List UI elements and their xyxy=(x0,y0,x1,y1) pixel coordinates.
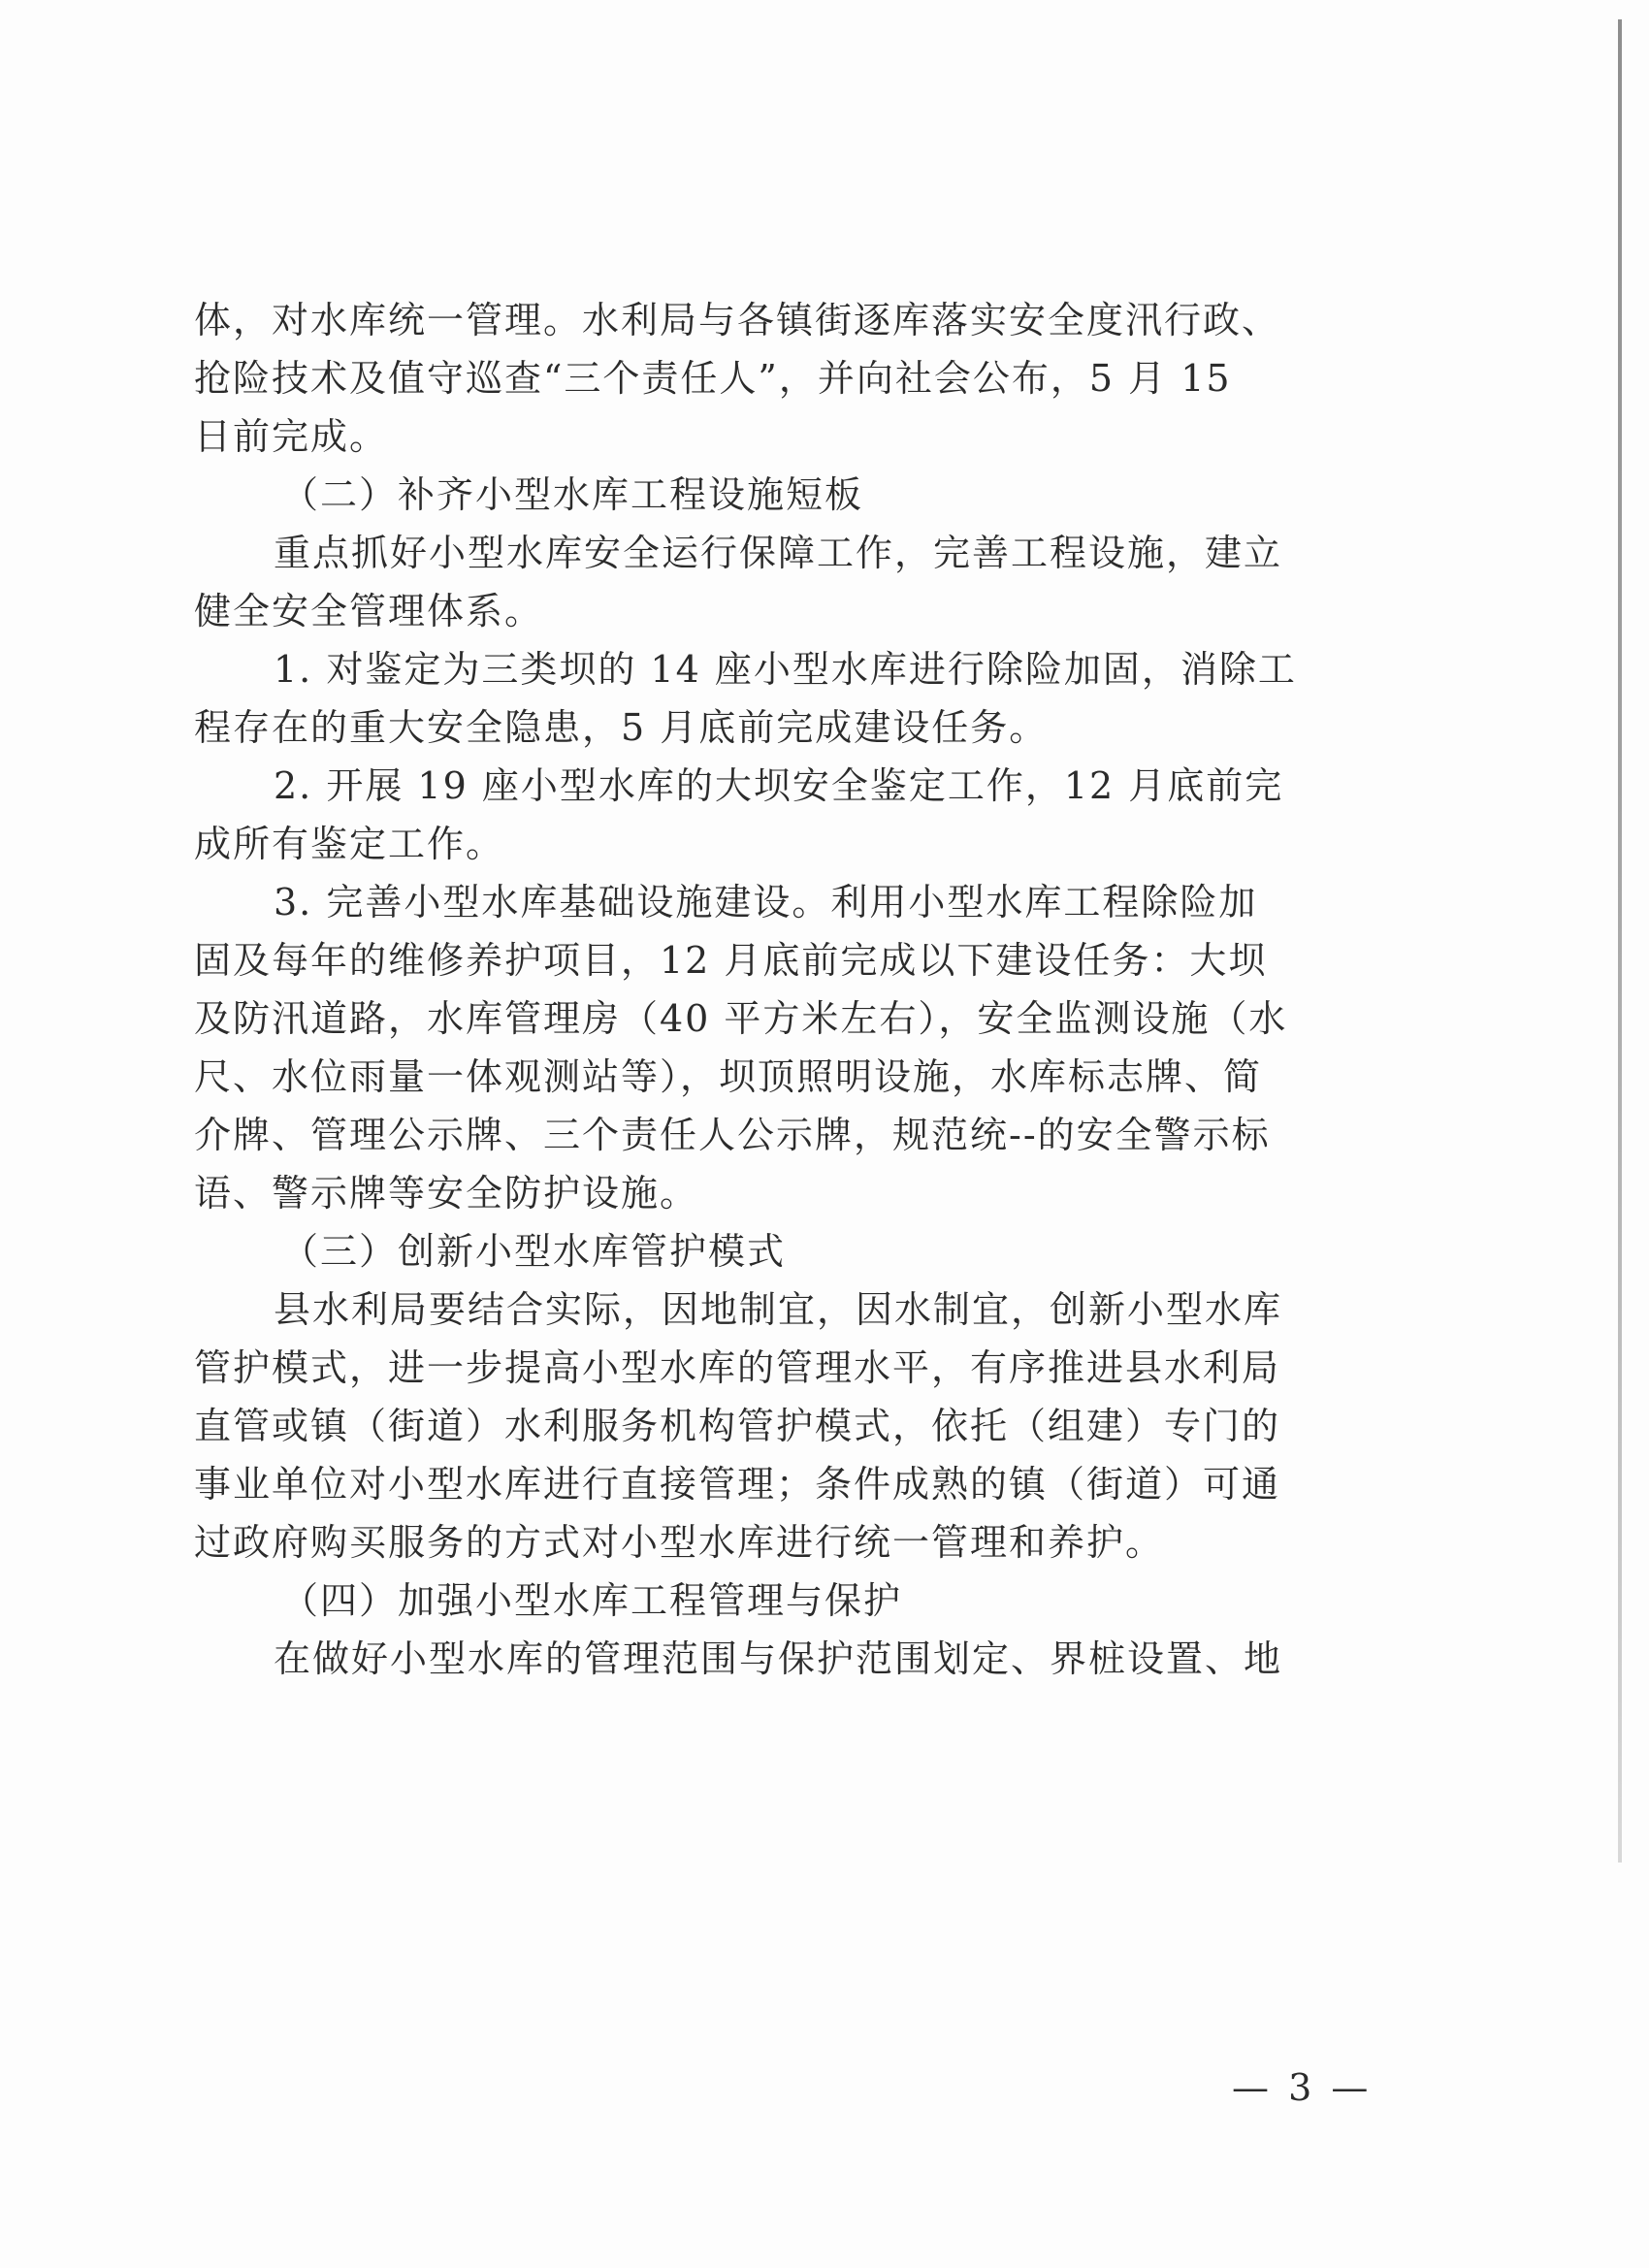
text-line: 健全安全管理体系。 xyxy=(194,590,544,632)
section-heading: （二）补齐小型水库工程设施短板 xyxy=(281,473,864,516)
text-line: 尺、水位雨量一体观测站等），坝顶照明设施，水库标志牌、简 xyxy=(194,1055,1263,1098)
text-line: 程存在的重大安全隐患，5 月底前完成建设任务。 xyxy=(194,706,1049,749)
section-heading: （四）加强小型水库工程管理与保护 xyxy=(281,1579,903,1622)
text-line: 体，对水库统一管理。水利局与各镇街逐库落实安全度汛行政、 xyxy=(194,299,1281,341)
text-line: 直管或镇（街道）水利服务机构管护模式，依托（组建）专门的 xyxy=(194,1405,1281,1447)
document-body xyxy=(194,291,1387,1688)
text-line: 县水利局要结合实际，因地制宜，因水制宜，创新小型水库 xyxy=(274,1288,1283,1331)
text-line: 在做好小型水库的管理范围与保护范围划定、界桩设置、地 xyxy=(274,1637,1283,1680)
list-item-line: 3. 完善小型水库基础设施建设。利用小型水库工程除险加 xyxy=(274,881,1258,923)
text-line: 事业单位对小型水库进行直接管理；条件成熟的镇（街道）可通 xyxy=(194,1463,1281,1506)
text-line: 固及每年的维修养护项目，12 月底前完成以下建设任务：大坝 xyxy=(194,939,1268,982)
page-number: — 3 — xyxy=(1232,2066,1373,2109)
list-item-line: 1. 对鉴定为三类坝的 14 座小型水库进行除险加固，消除工 xyxy=(274,648,1297,691)
text-line: 日前完成。 xyxy=(194,415,389,458)
text-line: 成所有鉴定工作。 xyxy=(194,823,505,865)
section-heading: （三）创新小型水库管护模式 xyxy=(281,1230,787,1273)
text-line: 重点抓好小型水库安全运行保障工作，完善工程设施，建立 xyxy=(274,532,1283,574)
text-line: 过政府购买服务的方式对小型水库进行统一管理和养护。 xyxy=(194,1521,1165,1564)
text-line: 及防汛道路，水库管理房（40 平方米左右），安全监测设施（水 xyxy=(194,997,1288,1040)
text-line: 介牌、管理公示牌、三个责任人公示牌，规范统--的安全警示标 xyxy=(194,1114,1271,1156)
text-line: 抢险技术及值守巡查“三个责任人”，并向社会公布，5 月 15 xyxy=(194,357,1232,400)
list-item-line: 2. 开展 19 座小型水库的大坝安全鉴定工作，12 月底前完 xyxy=(274,764,1284,807)
scan-edge-mark xyxy=(1618,19,1622,1863)
text-line: 管护模式，进一步提高小型水库的管理水平，有序推进县水利局 xyxy=(194,1346,1281,1389)
text-line: 语、警示牌等安全防护设施。 xyxy=(194,1172,699,1215)
